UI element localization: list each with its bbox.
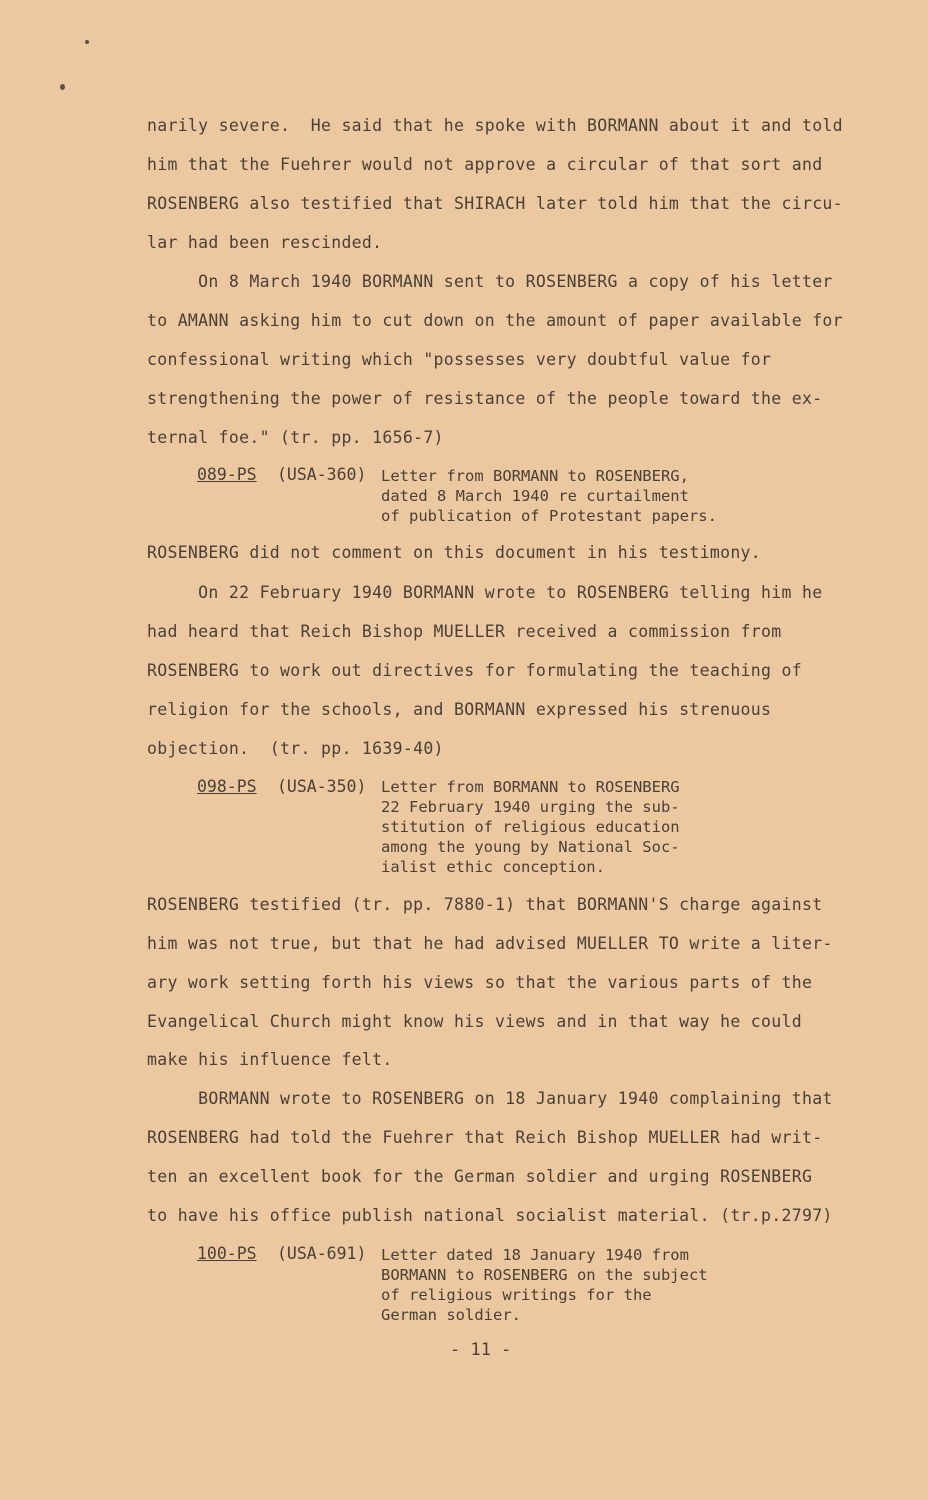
text-line: lar had been rescinded. [147, 233, 383, 252]
text-line: objection. (tr. pp. 1639-40) [147, 739, 444, 758]
exhibit-number: 089-PS [197, 465, 257, 484]
exhibit-number: 100-PS [197, 1244, 257, 1263]
page-number: - 11 - [450, 1340, 512, 1360]
text-line: BORMANN wrote to ROSENBERG on 18 January 1940 complaining that [147, 1089, 833, 1108]
text-line: ROSENBERG testified (tr. pp. 7880-1) that BORMANN'S charge against [147, 895, 823, 914]
text-line: make his influence felt. [147, 1050, 393, 1069]
exhibit-usa-number: (USA-691) [277, 1244, 367, 1263]
text-line: ten an excellent book for the German soldier and urging ROSENBERG [147, 1167, 813, 1186]
text-line: ternal foe." (tr. pp. 1656-7) [147, 428, 444, 447]
text-line: On 8 March 1940 BORMANN sent to ROSENBERG a copy of his letter [147, 272, 833, 291]
text-line: ROSENBERG did not comment on this document in his testimony. [147, 543, 762, 562]
text-line: On 22 February 1940 BORMANN wrote to ROSENBERG telling him he [147, 583, 823, 602]
text-line: ROSENBERG also testified that SHIRACH later told him that the circu- [147, 194, 843, 213]
text-line: ROSENBERG to work out directives for formulating the teaching of [147, 661, 802, 680]
text-line: ary work setting forth his views so that the various parts of the [147, 973, 813, 992]
exhibit-description: Letter from BORMANN to ROSENBERG, dated 8 March 1940 re curtailment of publication of Protestant papers. [381, 467, 717, 525]
exhibit-number: 098-PS [197, 777, 257, 796]
punch-mark-dot [60, 84, 65, 90]
text-line: Evangelical Church might know his views and in that way he could [147, 1012, 802, 1031]
punch-mark-dot [85, 40, 89, 44]
text-line: strengthening the power of resistance of the people toward the ex- [147, 389, 823, 408]
text-line: religion for the schools, and BORMANN expressed his strenuous [147, 700, 772, 719]
exhibit-description: Letter from BORMANN to ROSENBERG 22 February 1940 urging the sub- stitution of religious education among the young by National Soc- ialist ethic conception. [381, 778, 680, 876]
text-line: him that the Fuehrer would not approve a circular of that sort and [147, 155, 823, 174]
text-line: confessional writing which "possesses very doubtful value for [147, 350, 772, 369]
text-line: narily severe. He said that he spoke with BORMANN about it and told [147, 116, 843, 135]
exhibit-usa-number: (USA-360) [277, 465, 367, 484]
text-line: had heard that Reich Bishop MUELLER received a commission from [147, 622, 782, 641]
exhibit-usa-number: (USA-350) [277, 777, 367, 796]
text-line: to AMANN asking him to cut down on the amount of paper available for [147, 311, 843, 330]
text-line: ROSENBERG had told the Fuehrer that Reich Bishop MUELLER had writ- [147, 1128, 823, 1147]
text-line: him was not true, but that he had advised MUELLER TO write a liter- [147, 934, 833, 953]
text-line: to have his office publish national socialist material. (tr.p.2797) [147, 1206, 833, 1225]
exhibit-description: Letter dated 18 January 1940 from BORMANN to ROSENBERG on the subject of religious writings for the German soldier. [381, 1246, 708, 1324]
